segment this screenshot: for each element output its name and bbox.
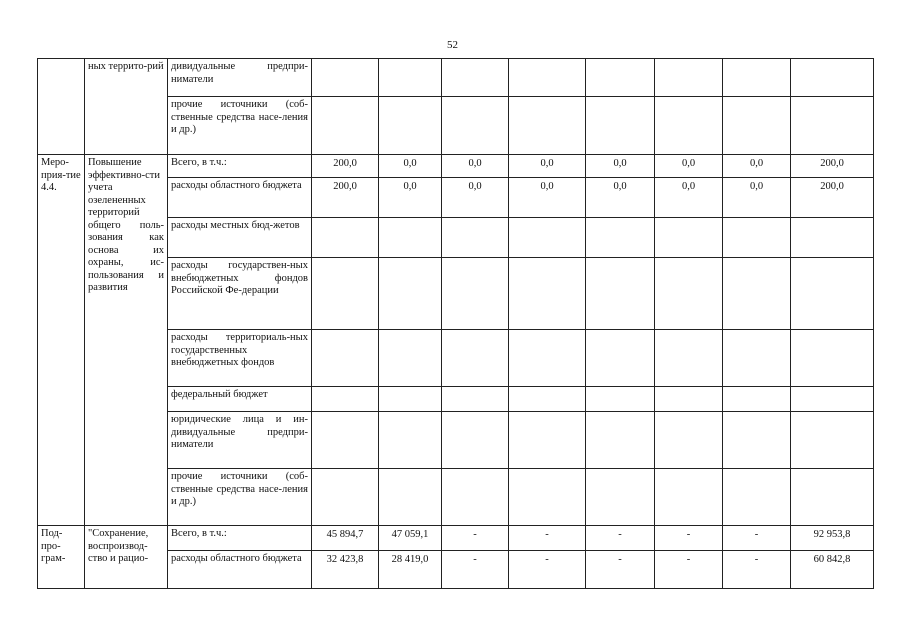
- activity-name-cell: ных террито-рий: [85, 59, 168, 155]
- year-value-cell: [442, 258, 509, 330]
- funding-source-cell: дивидуальные предпри-ниматели: [168, 59, 312, 97]
- year-value-cell: [655, 218, 723, 258]
- funding-source-cell: расходы областного бюджета: [168, 551, 312, 589]
- year-value-cell: -: [586, 551, 655, 589]
- year-value-cell: [379, 387, 442, 412]
- year-value-cell: [723, 258, 791, 330]
- year-value-cell: 200,0: [312, 178, 379, 218]
- year-value-cell: [655, 97, 723, 155]
- year-value-cell: [442, 97, 509, 155]
- funding-source-cell: расходы государствен-ных внебюджетных фондов Российской Фе-дерации: [168, 258, 312, 330]
- year-value-cell: [379, 218, 442, 258]
- year-value-cell: 0,0: [723, 155, 791, 178]
- year-value-cell: 200,0: [312, 155, 379, 178]
- funding-source-cell: расходы территориаль-ных государственных внебюджетных фондов: [168, 330, 312, 387]
- year-value-cell: 0,0: [442, 178, 509, 218]
- funding-source-cell: федеральный бюджет: [168, 387, 312, 412]
- funding-source-cell: прочие источники (соб-ственные средства насе-ления и др.): [168, 97, 312, 155]
- activity-name-cell: "Сохранение, воспроизвод-ство и рацио-: [85, 526, 168, 589]
- year-value-cell: 0,0: [442, 155, 509, 178]
- funding-source-cell: расходы областного бюджета: [168, 178, 312, 218]
- year-value-cell: [379, 469, 442, 526]
- year-value-cell: [509, 469, 586, 526]
- year-value-cell: [655, 412, 723, 469]
- activity-code-cell: Меро-прия-тие 4.4.: [38, 155, 85, 526]
- year-value-cell: [723, 97, 791, 155]
- year-value-cell: [723, 330, 791, 387]
- year-value-cell: [509, 218, 586, 258]
- year-value-cell: [586, 387, 655, 412]
- year-value-cell: [723, 387, 791, 412]
- year-value-cell: -: [509, 551, 586, 589]
- year-value-cell: [655, 330, 723, 387]
- total-value-cell: 60 842,8: [791, 551, 874, 589]
- total-value-cell: [791, 469, 874, 526]
- year-value-cell: [442, 469, 509, 526]
- year-value-cell: [312, 469, 379, 526]
- year-value-cell: [509, 412, 586, 469]
- year-value-cell: -: [655, 551, 723, 589]
- year-value-cell: [723, 469, 791, 526]
- year-value-cell: [509, 59, 586, 97]
- year-value-cell: -: [586, 526, 655, 551]
- year-value-cell: 45 894,7: [312, 526, 379, 551]
- year-value-cell: [586, 412, 655, 469]
- year-value-cell: [655, 387, 723, 412]
- year-value-cell: [509, 387, 586, 412]
- table-row: [38, 155, 874, 178]
- year-value-cell: [312, 412, 379, 469]
- funding-source-cell: прочие источники (соб-ственные средства насе-ления и др.): [168, 469, 312, 526]
- year-value-cell: [586, 218, 655, 258]
- year-value-cell: [655, 258, 723, 330]
- year-value-cell: [655, 59, 723, 97]
- activity-name-cell: Повышение эффективно-сти учета озелененных территорий общего поль-зования как основа их охраны, ис-пользования и развития: [85, 155, 168, 526]
- year-value-cell: [442, 412, 509, 469]
- year-value-cell: 0,0: [509, 155, 586, 178]
- year-value-cell: [509, 97, 586, 155]
- year-value-cell: [509, 330, 586, 387]
- year-value-cell: 32 423,8: [312, 551, 379, 589]
- year-value-cell: [312, 97, 379, 155]
- year-value-cell: [723, 59, 791, 97]
- year-value-cell: [655, 469, 723, 526]
- year-value-cell: 0,0: [586, 155, 655, 178]
- table-row: [38, 59, 874, 97]
- year-value-cell: [312, 258, 379, 330]
- table-row: [38, 526, 874, 551]
- budget-table: [37, 58, 874, 589]
- year-value-cell: [586, 59, 655, 97]
- total-value-cell: [791, 412, 874, 469]
- year-value-cell: [379, 59, 442, 97]
- year-value-cell: 0,0: [655, 178, 723, 218]
- year-value-cell: [442, 330, 509, 387]
- year-value-cell: 0,0: [655, 155, 723, 178]
- year-value-cell: 28 419,0: [379, 551, 442, 589]
- year-value-cell: -: [723, 551, 791, 589]
- year-value-cell: [312, 387, 379, 412]
- year-value-cell: -: [442, 526, 509, 551]
- year-value-cell: [442, 387, 509, 412]
- year-value-cell: [586, 97, 655, 155]
- year-value-cell: [379, 258, 442, 330]
- year-value-cell: [442, 59, 509, 97]
- year-value-cell: -: [442, 551, 509, 589]
- year-value-cell: [586, 469, 655, 526]
- year-value-cell: [379, 412, 442, 469]
- year-value-cell: [312, 330, 379, 387]
- funding-source-cell: Всего, в т.ч.:: [168, 155, 312, 178]
- total-value-cell: [791, 218, 874, 258]
- year-value-cell: 0,0: [379, 178, 442, 218]
- year-value-cell: 0,0: [723, 178, 791, 218]
- year-value-cell: -: [655, 526, 723, 551]
- year-value-cell: [442, 218, 509, 258]
- year-value-cell: [586, 330, 655, 387]
- funding-source-cell: юридические лица и ин-дивидуальные предпри-ниматели: [168, 412, 312, 469]
- year-value-cell: -: [509, 526, 586, 551]
- total-value-cell: [791, 59, 874, 97]
- year-value-cell: 47 059,1: [379, 526, 442, 551]
- page-number: 52: [447, 39, 458, 51]
- year-value-cell: 0,0: [586, 178, 655, 218]
- year-value-cell: 0,0: [509, 178, 586, 218]
- funding-source-cell: Всего, в т.ч.:: [168, 526, 312, 551]
- total-value-cell: [791, 258, 874, 330]
- total-value-cell: [791, 330, 874, 387]
- year-value-cell: 0,0: [379, 155, 442, 178]
- activity-code-cell: [38, 59, 85, 155]
- total-value-cell: [791, 387, 874, 412]
- year-value-cell: [509, 258, 586, 330]
- activity-code-cell: Под-про-грам-: [38, 526, 85, 589]
- total-value-cell: 200,0: [791, 178, 874, 218]
- year-value-cell: [379, 97, 442, 155]
- year-value-cell: [379, 330, 442, 387]
- year-value-cell: -: [723, 526, 791, 551]
- year-value-cell: [586, 258, 655, 330]
- year-value-cell: [312, 218, 379, 258]
- total-value-cell: 200,0: [791, 155, 874, 178]
- year-value-cell: [312, 59, 379, 97]
- year-value-cell: [723, 218, 791, 258]
- total-value-cell: 92 953,8: [791, 526, 874, 551]
- funding-source-cell: расходы местных бюд-жетов: [168, 218, 312, 258]
- total-value-cell: [791, 97, 874, 155]
- year-value-cell: [723, 412, 791, 469]
